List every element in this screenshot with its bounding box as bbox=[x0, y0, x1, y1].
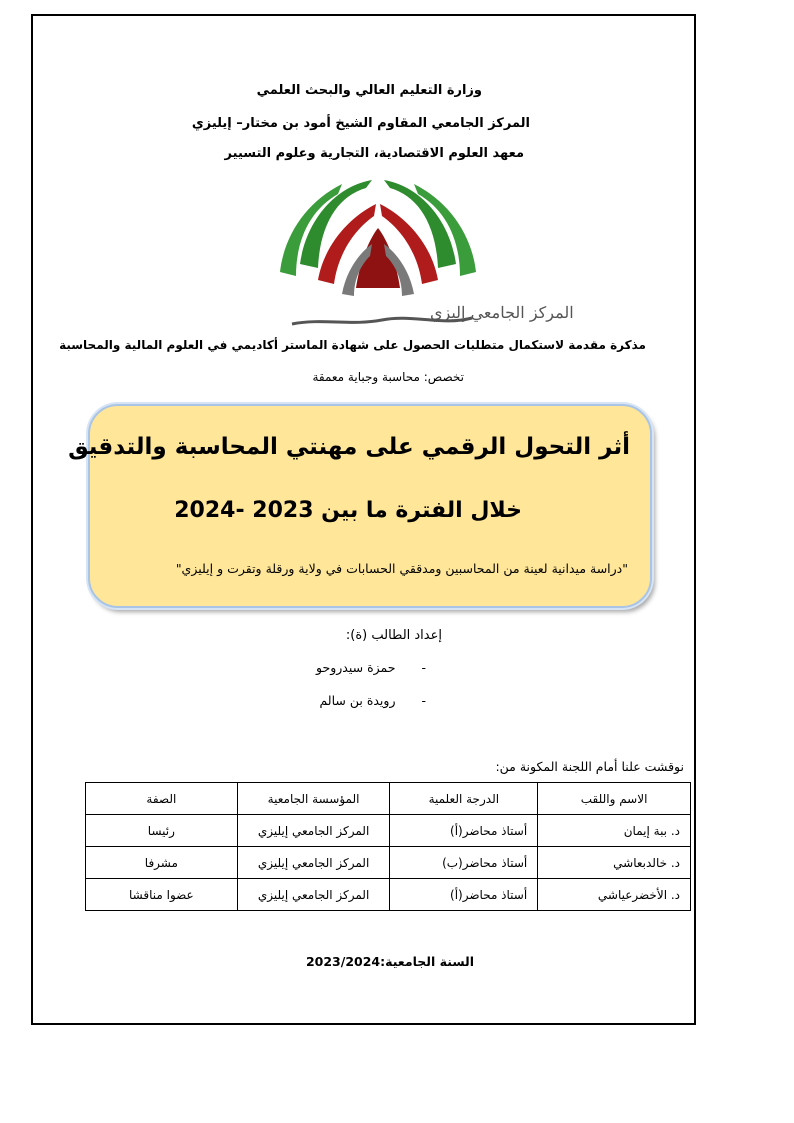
thesis-title-line1: أثر التحول الرقمي على مهنتي المحاسبة والتدقيق bbox=[68, 434, 630, 460]
ministry-name: وزارة التعليم العالي والبحث العلمي bbox=[256, 83, 482, 98]
prepared-by-label: إعداد الطالب (ة): bbox=[345, 628, 442, 643]
member-role: مشرفا bbox=[86, 847, 238, 879]
list-dash: - bbox=[421, 693, 426, 708]
student-name bbox=[316, 660, 426, 675]
table-row bbox=[86, 879, 691, 911]
member-institution: المركز الجامعي إيليزي bbox=[237, 815, 390, 847]
table-row bbox=[86, 815, 691, 847]
memoir-purpose: مذكرة مقدمة لاستكمال متطلبات الحصول على شهادة الماستر أكاديمي في العلوم المالية والمحاسبة bbox=[59, 338, 646, 352]
committee-label: نوقشت علنا أمام اللجنة المكونة من: bbox=[495, 759, 684, 774]
member-name: د. ببة إيمان bbox=[538, 815, 691, 847]
table-header-row bbox=[86, 783, 691, 815]
table-row bbox=[86, 847, 691, 879]
academic-year: السنة الجامعية:2023/2024 bbox=[305, 954, 475, 969]
speciality: تخصص: محاسبة وجباية معمقة bbox=[312, 370, 464, 384]
university-logo bbox=[262, 176, 574, 336]
member-role: عضوا مناقشا bbox=[86, 879, 238, 911]
institute-name: معهد العلوم الاقتصادية، التجارية وعلوم التسيير bbox=[224, 146, 524, 161]
member-name: د. خالدبعاشي bbox=[538, 847, 691, 879]
logo-caption: المركز الجامعي إليزي bbox=[430, 303, 574, 322]
column-header-institution: المؤسسة الجامعية bbox=[237, 783, 390, 815]
list-dash: - bbox=[421, 660, 426, 675]
member-institution: المركز الجامعي إيليزي bbox=[237, 879, 390, 911]
student-name bbox=[319, 693, 426, 708]
member-degree: أستاذ محاضر(ب) bbox=[390, 847, 538, 879]
member-role: رئيسا bbox=[86, 815, 238, 847]
thesis-title-line2: خلال الفترة ما بين 2023 -2024 bbox=[174, 498, 522, 523]
column-header-name: الاسم واللقب bbox=[538, 783, 691, 815]
student-name-text: رويدة بن سالم bbox=[319, 693, 396, 708]
thesis-subtitle: "دراسة ميدانية لعينة من المحاسبين ومدققي الحسابات في ولاية ورقلة وتقرت و إيليزي" bbox=[175, 561, 628, 576]
column-header-role: الصفة bbox=[86, 783, 238, 815]
column-header-degree: الدرجة العلمية bbox=[390, 783, 538, 815]
member-degree: أستاذ محاضر(أ) bbox=[390, 879, 538, 911]
student-name-text: حمزة سيدروحو bbox=[316, 660, 396, 675]
member-institution: المركز الجامعي إيليزي bbox=[237, 847, 390, 879]
jury-table bbox=[85, 782, 691, 911]
member-name: د. الأخضرعياشي bbox=[538, 879, 691, 911]
title-box bbox=[68, 404, 652, 608]
member-degree: أستاذ محاضر(أ) bbox=[390, 815, 538, 847]
university-center-name: المركز الجامعي المقاوم الشيخ أمود بن مختار– إيليزي bbox=[191, 116, 530, 131]
